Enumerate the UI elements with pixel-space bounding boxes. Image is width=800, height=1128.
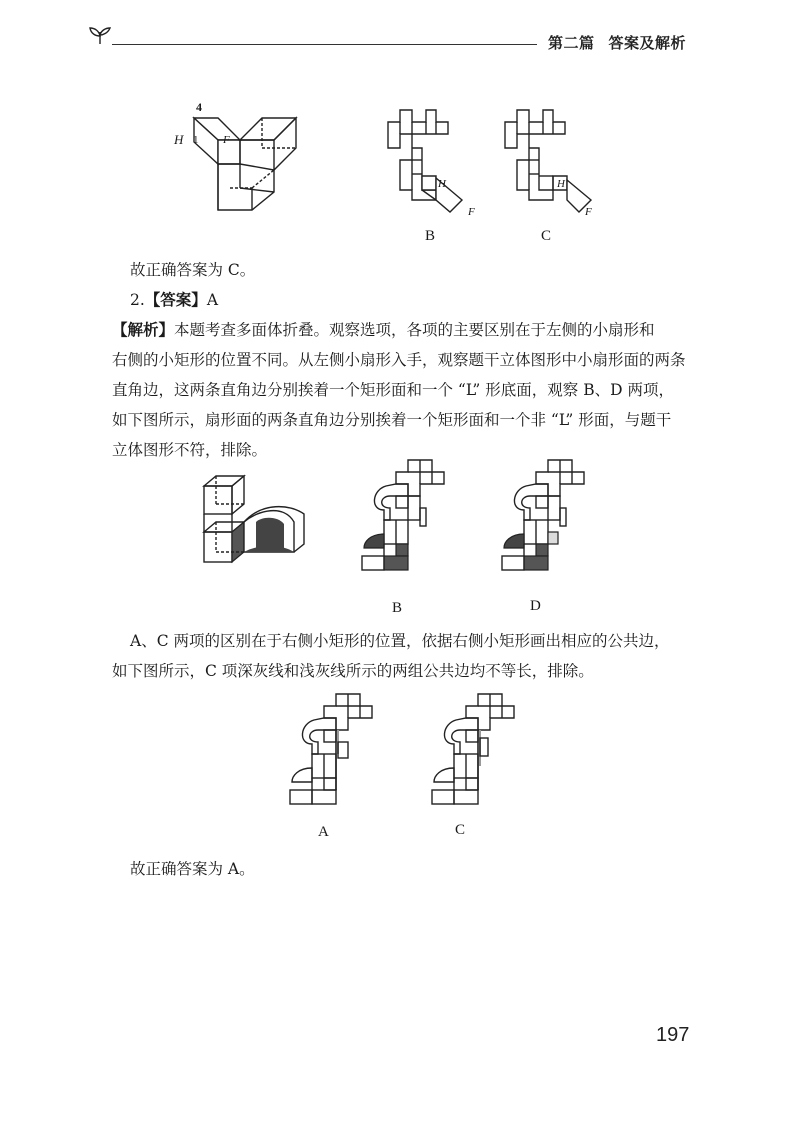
fig2-caption-d: D	[530, 598, 541, 614]
analysis-text-1: 本题考查多面体折叠。观察选项，各项的主要区别在于左侧的小扇形和	[174, 321, 655, 339]
figure-3-net-c	[414, 690, 524, 814]
ac-line-1: A、C 两项的区别在于右侧小矩形的位置，依据右侧小矩形画出相应的公共边，	[130, 632, 670, 650]
ac-line-2: 如下图所示，C 项深灰线和浅灰线所示的两组公共边均不等长，排除。	[112, 662, 594, 680]
answer-value: A	[206, 291, 219, 309]
figure-1-solid	[178, 100, 308, 212]
answer-number: 2.	[130, 291, 145, 309]
fig3-caption-a: A	[318, 824, 329, 840]
analysis-line-1	[112, 318, 655, 340]
analysis-line-2: 右侧的小矩形的位置不同。从左侧小扇形入手，观察题干立体图形中小扇形面的两条	[112, 351, 686, 369]
page-number: 197	[656, 1024, 690, 1046]
net-b-label-h: H	[438, 178, 446, 190]
net-c-label-f: F	[585, 206, 592, 218]
fig1-label-1: 1	[193, 134, 199, 146]
analysis-line-3: 直角边，这两条直角边分别挨着一个矩形面和一个 “L” 形底面，观察 B、D 两项，	[112, 381, 674, 399]
header-section: 答案及解析	[608, 34, 687, 52]
running-header	[548, 32, 686, 53]
figure-2-solid	[198, 474, 310, 574]
header-part: 第二篇	[548, 34, 595, 52]
answer-bracket: 【答案】	[144, 290, 207, 309]
net-b-label-f: F	[468, 206, 475, 218]
analysis-line-4: 如下图所示，扇形面的两条直角边分别挨着一个矩形面和一个非 “L” 形面，与题干	[112, 411, 672, 429]
net-c-label-h: H	[557, 178, 565, 190]
analysis-line-5: 立体图形不符，排除。	[112, 441, 268, 459]
fig1-label-h: H	[174, 132, 184, 147]
figure-2-net-d	[490, 456, 590, 586]
fig1-label-f: F	[223, 134, 230, 146]
fig1-caption-c: C	[541, 228, 552, 244]
figure-2-net-b	[350, 456, 450, 586]
answer-line	[130, 288, 218, 310]
fig1-label-4: 4	[196, 100, 202, 114]
header-rule	[112, 44, 537, 45]
fig2-caption-b: B	[392, 600, 403, 616]
fig3-caption-c: C	[455, 822, 466, 838]
conclusion-1: 故正确答案为 C。	[130, 261, 256, 279]
figure-1-net-c	[495, 104, 595, 222]
analysis-bracket: 【解析】	[112, 320, 175, 339]
conclusion-2: 故正确答案为 A。	[130, 860, 255, 878]
figure-3-net-a	[272, 690, 382, 814]
fig1-caption-b: B	[425, 228, 436, 244]
leaf-icon	[88, 26, 112, 46]
figure-1-net-b	[378, 104, 478, 222]
